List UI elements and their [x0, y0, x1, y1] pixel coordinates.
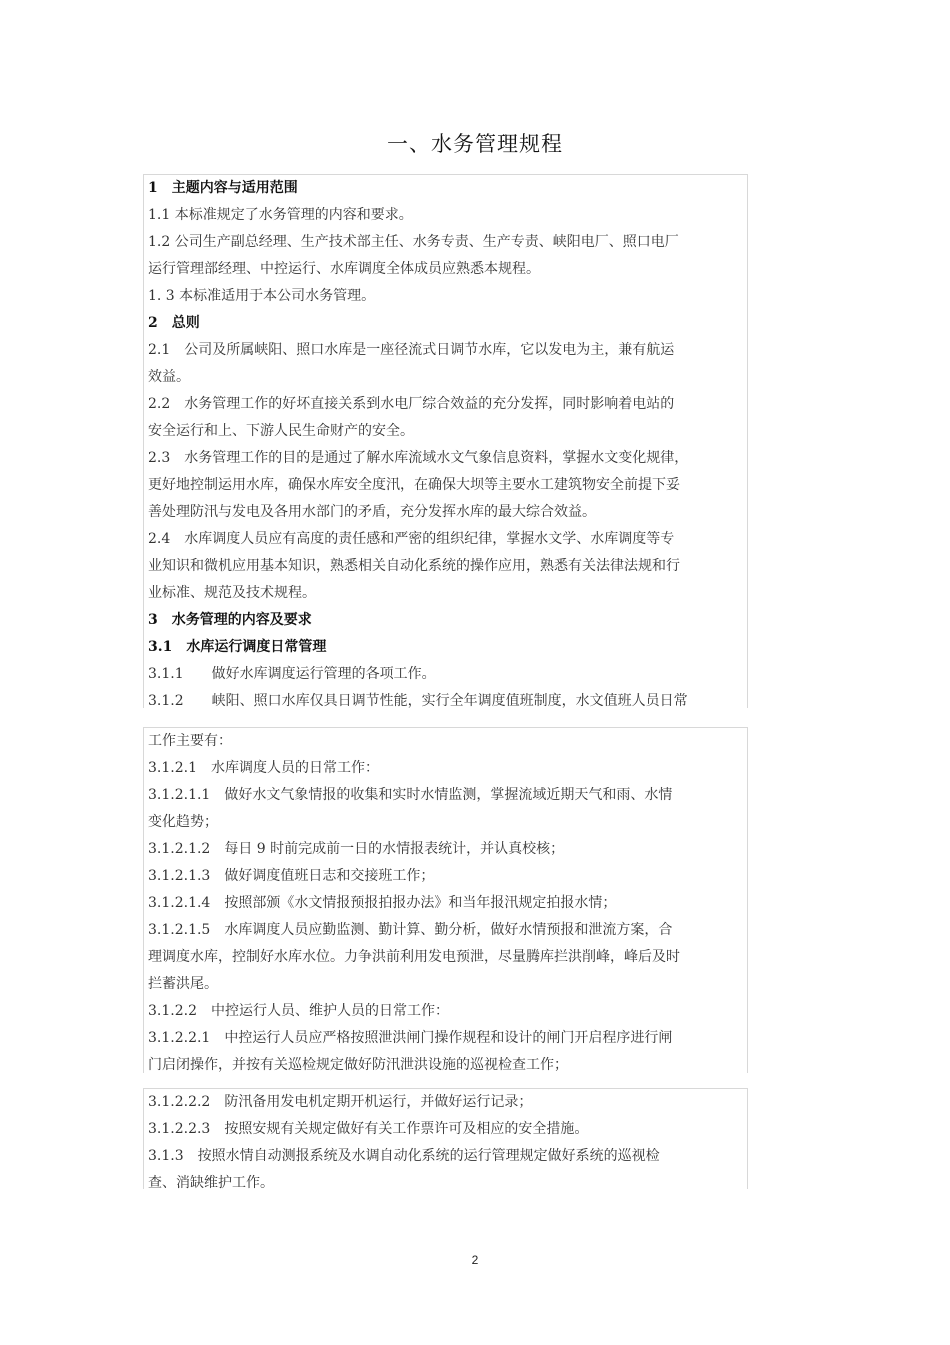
text-line: 3.1.2.2 中控运行人员、维护人员的日常工作：	[148, 1003, 449, 1019]
text-line: 3.1.2.2.2 防汛备用发电机定期开机运行，并做好运行记录；	[148, 1094, 533, 1110]
text-line: 3.1.2.1 水库调度人员的日常工作：	[148, 760, 379, 776]
text-line: 1.2 公司生产副总经理、生产技术部主任、水务专责、生产专责、峡阳电厂、照口电厂	[148, 234, 679, 250]
text-line: 3.1.2.1.4 按照部颁《水文情报预报拍报办法》和当年报汛规定拍报水情；	[148, 895, 617, 911]
document-block-1	[143, 174, 748, 708]
text-line: 工作主要有：	[148, 733, 232, 749]
text-line: 门启闭操作，并按有关巡检规定做好防汛泄洪设施的巡视检查工作；	[148, 1057, 568, 1073]
text-line: 3.1.2 峡阳、照口水库仅具日调节性能，实行全年调度值班制度，水文值班人员日常	[148, 693, 688, 708]
text-line: 变化趋势；	[148, 814, 218, 830]
page-title: 一、水务管理规程	[387, 132, 563, 156]
text-line: 3.1.2.1.2 每日 9 时前完成前一日的水情报表统计，并认真校核；	[148, 841, 565, 857]
section-heading: 1 主题内容与适用范围	[148, 180, 298, 196]
text-line: 3.1.2.1.3 做好调度值班日志和交接班工作；	[148, 868, 435, 884]
text-line: 更好地控制运用水库，确保水库安全度汛，在确保大坝等主要水工建筑物安全前提下妥	[148, 477, 680, 493]
section-heading: 3.1 水库运行调度日常管理	[148, 639, 327, 655]
text-line: 3.1.2.2.1 中控运行人员应严格按照泄洪闸门操作规程和设计的闸门开启程序进行闸	[148, 1030, 673, 1046]
text-line: 运行管理部经理、中控运行、水库调度全体成员应熟悉本规程。	[148, 261, 540, 277]
text-line: 2.4 水库调度人员应有高度的责任感和严密的组织纪律，掌握水文学、水库调度等专	[148, 531, 675, 547]
text-line: 查、消缺维护工作。	[148, 1175, 274, 1189]
text-line: 业标准、规范及技术规程。	[148, 585, 316, 601]
text-line: 1. 3 本标准适用于本公司水务管理。	[148, 288, 376, 304]
text-line: 善处理防汛与发电及各用水部门的矛盾，充分发挥水库的最大综合效益。	[148, 504, 596, 520]
document-block-2	[143, 727, 748, 1073]
section-heading: 3 水务管理的内容及要求	[148, 612, 312, 628]
text-line: 3.1.1 做好水库调度运行管理的各项工作。	[148, 666, 436, 682]
text-line: 3.1.2.1.5 水库调度人员应勤监测、勤计算、勤分析，做好水情预报和泄流方案，合	[148, 922, 673, 938]
text-line: 2.1 公司及所属峡阳、照口水库是一座径流式日调节水库，它以发电为主，兼有航运	[148, 342, 675, 358]
text-line: 安全运行和上、下游人民生命财产的安全。	[148, 423, 414, 439]
text-line: 效益。	[148, 369, 190, 385]
text-line: 业知识和微机应用基本知识，熟悉相关自动化系统的操作应用，熟悉有关法律法规和行	[148, 558, 680, 574]
section-heading: 2 总则	[148, 315, 200, 331]
text-line: 拦蓄洪尾。	[148, 976, 218, 992]
text-line: 1.1 本标准规定了水务管理的内容和要求。	[148, 207, 413, 223]
text-line: 3.1.2.1.1 做好水文气象情报的收集和实时水情监测，掌握流域近期天气和雨、水情	[148, 787, 673, 803]
text-line: 3.1.2.2.3 按照安规有关规定做好有关工作票许可及相应的安全措施。	[148, 1121, 589, 1137]
page-number: 2	[471, 1253, 479, 1267]
text-line: 2.2 水务管理工作的好坏直接关系到水电厂综合效益的充分发挥，同时影响着电站的	[148, 396, 675, 412]
text-line: 3.1.3 按照水情自动测报系统及水调自动化系统的运行管理规定做好系统的巡视检	[148, 1148, 660, 1164]
document-block-3	[143, 1088, 748, 1189]
text-line: 理调度水库，控制好水库水位。力争洪前利用发电预泄，尽量腾库拦洪削峰，峰后及时	[148, 949, 680, 965]
text-line: 2.3 水务管理工作的目的是通过了解水库流域水文气象信息资料，掌握水文变化规律，	[148, 450, 689, 466]
